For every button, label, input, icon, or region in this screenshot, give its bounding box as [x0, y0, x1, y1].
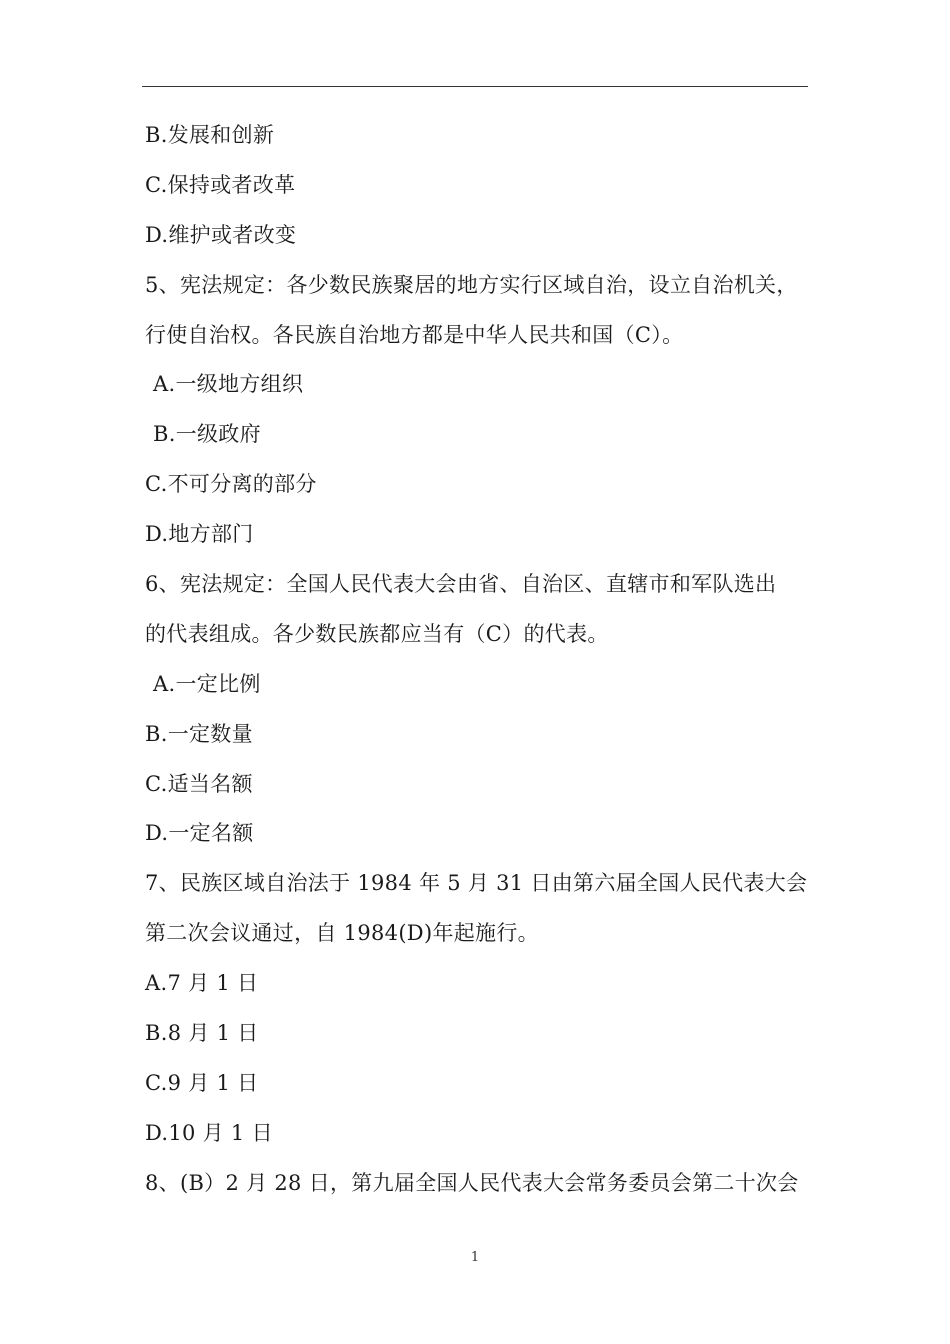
page-number: 1 — [470, 1250, 480, 1265]
option-line: B.8 月 1 日 — [145, 1021, 259, 1046]
question-line: 行使自治权。各民族自治地方都是中华人民共和国（C）。 — [145, 322, 684, 347]
option-line: D.一定名额 — [145, 821, 254, 846]
option-line: C.适当名额 — [145, 771, 253, 796]
question-line: 6、宪法规定：全国人民代表大会由省、自治区、直辖市和军队选出 — [145, 572, 777, 597]
question-line: 8、(B）2 月 28 日，第九届全国人民代表大会常务委员会第二十次会 — [145, 1170, 799, 1195]
question-line: 的代表组成。各少数民族都应当有（C）的代表。 — [145, 621, 609, 646]
option-line: C.9 月 1 日 — [145, 1070, 259, 1095]
option-line: B.一定数量 — [145, 721, 253, 746]
option-line: C.不可分离的部分 — [145, 472, 317, 497]
option-line: A.一级地方组织 — [153, 372, 304, 397]
header-rule — [142, 86, 808, 87]
option-line: D.地方部门 — [145, 522, 254, 547]
option-line: A.一定比例 — [153, 671, 261, 696]
question-line: 5、宪法规定：各少数民族聚居的地方实行区域自治，设立自治机关， — [145, 272, 798, 297]
option-line: B.一级政府 — [153, 422, 261, 447]
option-line: D.维护或者改变 — [145, 222, 297, 247]
document-body — [145, 111, 815, 1209]
option-line: C.保持或者改革 — [145, 172, 296, 197]
question-line: 7、民族区域自治法于 1984 年 5 月 31 日由第六届全国人民代表大会 — [145, 871, 808, 896]
option-line: A.7 月 1 日 — [145, 971, 259, 996]
question-line: 第二次会议通过，自 1984(D)年起施行。 — [145, 921, 539, 946]
option-line: B.发展和创新 — [145, 123, 275, 147]
option-line: D.10 月 1 日 — [145, 1120, 273, 1145]
